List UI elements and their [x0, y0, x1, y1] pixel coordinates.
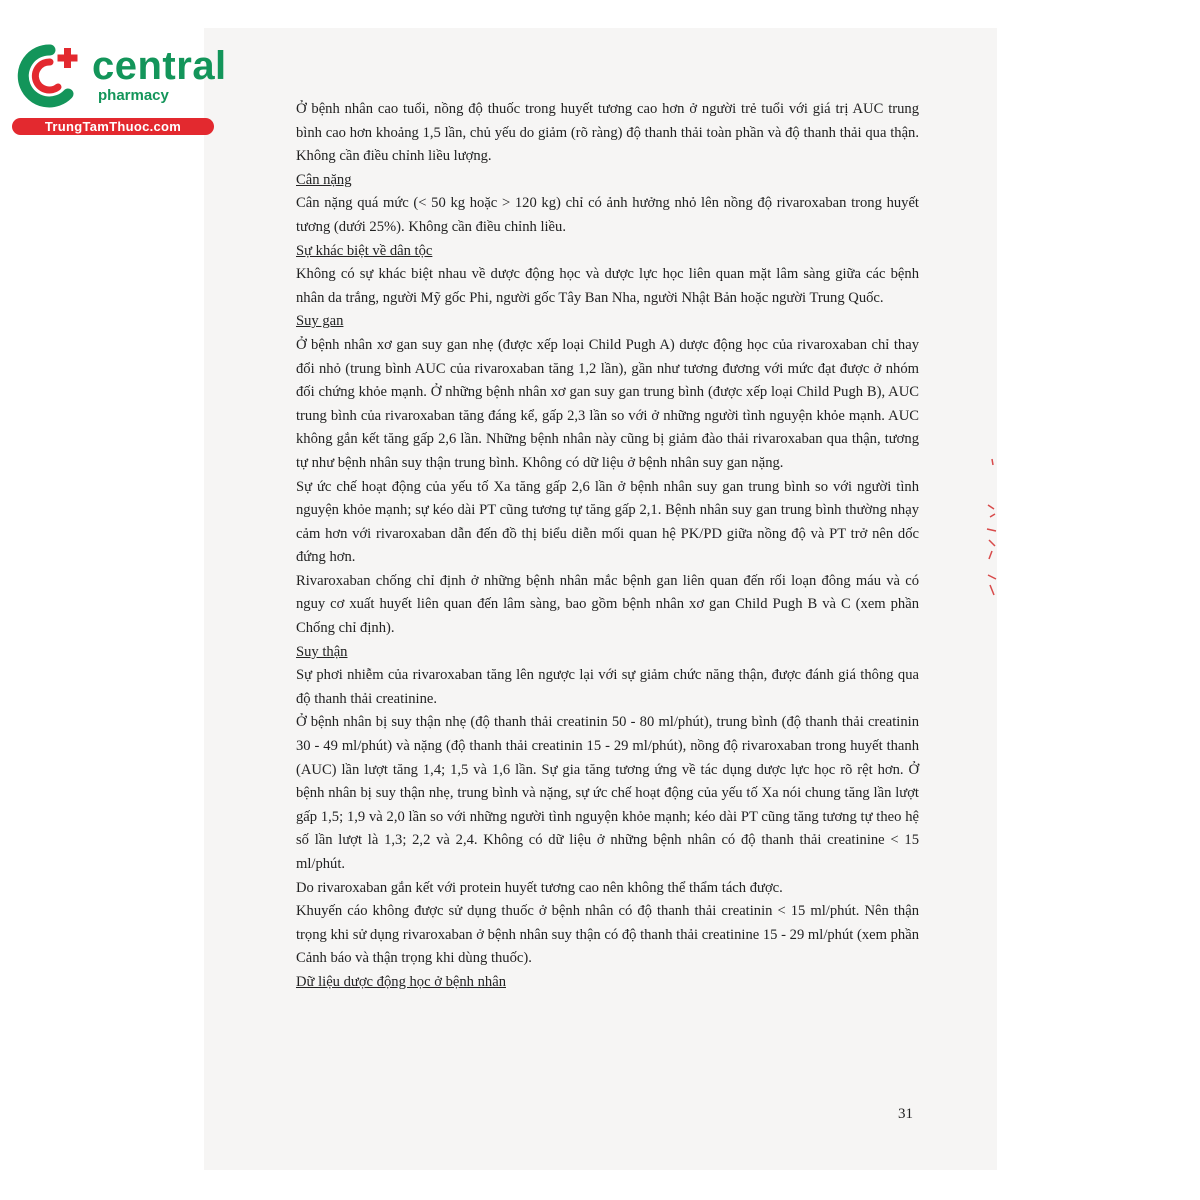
paragraph-weight: Cân nặng quá mức (< 50 kg hoặc > 120 kg) chỉ có ảnh hưởng nhỏ lên nồng độ rivaroxaban trong huyết tương (dưới 25%). Không cần điều chỉnh liều.: [296, 195, 919, 235]
paragraph-hepatic-1: Ở bệnh nhân xơ gan suy gan nhẹ (được xếp loại Child Pugh A) dược động học của rivaroxaban chỉ thay đổi nhỏ (trung bình AUC của rivaroxaban tăng 1,2 lần), gần như tương đương với mức đạt được ở nhóm đối chứng khỏe mạnh. Ở những bệnh nhân xơ gan suy gan trung bình (được xếp loại Child Pugh B), AUC trung bình của rivaroxaban tăng đáng kể, gấp 2,3 lần so với ở những người tình nguyện khỏe mạnh. AUC không gắn kết tăng gấp 2,6 lần. Những bệnh nhân này cũng bị giảm đào thải rivaroxaban qua thận, tương tự như bệnh nhân suy thận trung bình. Không có dữ liệu ở bệnh nhân suy gan nặng.: [296, 336, 919, 471]
paragraph-renal-3: Do rivaroxaban gắn kết với protein huyết tương cao nên không thể thẩm tách được.: [296, 879, 783, 896]
paragraph-hepatic-3: Rivaroxaban chống chỉ định ở những bệnh nhân mắc bệnh gan liên quan đến rối loạn đông máu và có nguy cơ xuất huyết liên quan đến lâm sàng, bao gồm bệnh nhân xơ gan Child Pugh B và C (xem phần Chống chỉ định).: [296, 572, 919, 637]
paragraph-ethnicity: Không có sự khác biệt nhau về dược động học và dược lực học liên quan mặt lâm sàng giữa các bệnh nhân da trắng, người Mỹ gốc Phi, người gốc Tây Ban Nha, người Nhật Bản hoặc người Trung Quốc.: [296, 266, 919, 306]
pharmacy-logo-icon: [10, 38, 90, 108]
paragraph-renal-4: Khuyến cáo không được sử dụng thuốc ở bệnh nhân có độ thanh thải creatinin < 15 ml/phút. Nên thận trọng khi sử dụng rivaroxaban ở bệnh nhân suy thận có độ thanh thải creatinine 15 - 29 ml/phút (xem phần Cảnh báo và thận trọng khi dùng thuốc).: [296, 903, 919, 967]
heading-pk-data: Dữ liệu dược động học ở bệnh nhân: [296, 973, 506, 990]
brand-website-link[interactable]: TrungTamThuoc.com: [12, 118, 214, 135]
paragraph-elderly: Ở bệnh nhân cao tuổi, nồng độ thuốc trong huyết tương cao hơn ở người trẻ tuổi với giá trị AUC trung bình cao hơn khoảng 1,5 lần, chủ yếu do giảm (rõ ràng) độ thanh thải toàn phần và độ thanh thải qua thận. Không cần điều chỉnh liều lượng.: [296, 101, 919, 165]
paragraph-renal-2: Ở bệnh nhân bị suy thận nhẹ (độ thanh thải creatinin 50 - 80 ml/phút), trung bình (độ thanh thải creatinin 30 - 49 ml/phút) và nặng (độ thanh thải creatinin 15 - 29 ml/phút), nồng độ rivaroxaban trong huyết thanh (AUC) lần lượt tăng 1,4; 1,5 và 1,6 lần. Sự gia tăng tương ứng về tác dụng dược lực học rõ rệt hơn. Ở bệnh nhân bị suy thận nhẹ, trung bình và nặng, sự ức chế hoạt động của yếu tố Xa nói chung tăng lần lượt gấp 1,5; 1,9 và 2,0 lần so với những người tình nguyện khỏe mạnh; kéo dài PT cũng tăng tương tự theo hệ số lần lượt là 1,3; 2,2 và 2,4. Không có dữ liệu ở những bệnh nhân có độ thanh thải creatinine < 15 ml/phút.: [296, 714, 919, 872]
heading-weight: Cân nặng: [296, 171, 352, 188]
central-pharmacy-logo[interactable]: [8, 36, 227, 136]
paragraph-hepatic-2: Sự ức chế hoạt động của yếu tố Xa tăng gấp 2,6 lần ở bệnh nhân suy gan trung bình so với người tình nguyện khỏe mạnh; sự kéo dài PT cũng tương tự tăng gấp 2,1. Bệnh nhân suy gan trung bình thường nhạy cảm hơn với rivaroxaban dẫn đến đồ thị biểu diễn mối quan hệ PK/PD giữa nồng độ và PT trở nên dốc đứng hơn.: [296, 478, 919, 566]
brand-subtitle: pharmacy: [98, 87, 169, 104]
brand-name: central: [92, 44, 227, 88]
heading-hepatic-impairment: Suy gan: [296, 313, 344, 330]
heading-renal-impairment: Suy thận: [296, 643, 348, 660]
paragraph-renal-1: Sự phơi nhiễm của rivaroxaban tăng lên ngược lại với sự giảm chức năng thận, được đánh giá thông qua độ thanh thải creatinine.: [296, 667, 919, 707]
stamp-mark-icon: [984, 455, 1000, 605]
page-number: 31: [898, 1106, 913, 1122]
heading-ethnicity: Sự khác biệt về dân tộc: [296, 242, 433, 259]
document-body: [296, 98, 919, 995]
